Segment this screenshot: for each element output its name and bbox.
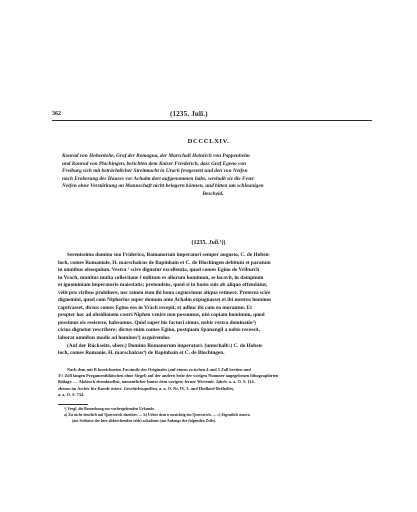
body-line: possimus eis resistere, habeamus. Quid super his facturi simus, nobis vestra dominatio²)	[58, 319, 256, 326]
document-date	[0, 240, 417, 246]
date-month: Juli.	[208, 240, 220, 246]
summary-line: Neifen ohne Verstärkung an Mannschaft nicht belagern können, und bitten um schleunigen	[62, 183, 264, 190]
footnotes	[64, 407, 368, 424]
source-line: 3½ Zoll langen Pergamentblättchen ohne Siegel) auf der andern Seite der vorigen Nummer angegebenen lithographirten	[58, 373, 279, 379]
footnote-line: ¹) Vergl. die Bemerkung zur vorhergehenden Urkunde.	[64, 407, 156, 411]
document-summary	[62, 153, 364, 199]
footnote-rule	[58, 404, 88, 405]
body-line: in Vrach, munitus multa collectione ‖ militum et aliorum hominum, se locavit, in dampnum	[58, 274, 264, 281]
body-line: in omnibus obsequium. Vestra ¹ scire dignetur excellentia, quod comes Egino de Vriburch	[58, 267, 260, 274]
body-line: cicius dignetur rescribere; dictus enim comes Egino, postquam Spanangil a nobis recessit,	[58, 327, 260, 334]
summary-line: und Konrad von Plochingen, berichten dem Kaiser Friederich, dass Graf Egeno von	[62, 160, 247, 167]
body-line: laborat omnibus modis ad homines³) acquirendos.	[58, 335, 171, 342]
source-note	[58, 367, 368, 398]
date-year: (1235.	[191, 240, 208, 246]
source-line: ebenso im Archiv für Kunde österr. Geschichtsquellen, a. a. O. Nr. IV, 3. und Huillard-Bréholles,	[58, 385, 235, 391]
document-number: DCCCLXIV.	[187, 138, 230, 145]
body-line: propter hoc ad obsidionem castri Niphen venire non possumus, nisi copiam hominum, quod	[58, 312, 265, 319]
address-line: loch, comes Romanie, H. marschalcus⁴) de Bapinhain et C. de Blochingen.	[58, 350, 225, 357]
summary-line: Freiburg sich mit beträchtlicher Streitmacht in Urach festgesetzt und den von Neifen	[62, 168, 248, 175]
body-line: loch, comes Romaniole, H. marschalcus de Bapinhain et C. de Blochingen debitum et paratum	[58, 259, 271, 266]
body-line: et ignominiam imperatorie maiestatis; pretendens, quod si in bonis suis ab aliquo offendatur,	[58, 282, 268, 289]
summary-line: Bescheid.	[202, 190, 224, 197]
body-line: velit pro viribus prohibere, nec tamen eum ibi bona cognovimus aliqua retinere. Preterea scire	[58, 289, 271, 296]
header-rule	[52, 120, 372, 121]
date-footnote-ref: ¹))	[219, 240, 226, 246]
address-line: (Auf der Rückseite, oben:) Domino Romanorum imperatori. (unterhalb:) C. de Hoben-	[67, 342, 264, 349]
body-line: dignemini, quod cum Nipherius super domum ante Achalm expugnasset et ibi nostros homines	[58, 297, 272, 304]
document-body	[58, 252, 366, 358]
source-line: Nach dem mit B bezeichneten Facsimile des Originales (auf einem zwischen 4 und 5 Zoll breiten und	[67, 367, 251, 372]
running-header: (1235. Juli.)	[170, 110, 208, 118]
footnote-line: (am Schlusse der hier abbrechenden zeile) ackalinne (am Anfange der folgenden Zeile).	[72, 418, 217, 423]
body-line: captivasset, dictus comes Egino eos in Vrach recepit, et adhuc ibi cum eo morantur. Et	[58, 304, 252, 311]
body-line: Serenissimo domino suo Friderico, Romanorum imperatori semper augusto, C. de Hoben-	[67, 252, 271, 258]
source-line: Beilage. — Abdruck ebendaselbst, namentlicher hinter dem vorigen; ferner Wirtemb. Jahrb. a. a. O. S. 114.	[58, 379, 255, 385]
page-number: 362	[52, 111, 61, 117]
summary-line: Konrad von Hohenlohe, Graf der Romagna, der Marschall Heinrich von Pappenheim	[62, 153, 250, 159]
footnote-line: a) Zu nicht deutlich mit Querstrich darüber. — b) Ueber dem n unrichtig ein Querstrich. — c) Eigentlich marca	[64, 412, 250, 417]
summary-line: nach Eroberung des Hauses vor Achalm dort aufgenommen habe, weshalb sie die Feste	[62, 175, 254, 182]
source-line: a. a. O. S. 734.	[58, 391, 85, 397]
